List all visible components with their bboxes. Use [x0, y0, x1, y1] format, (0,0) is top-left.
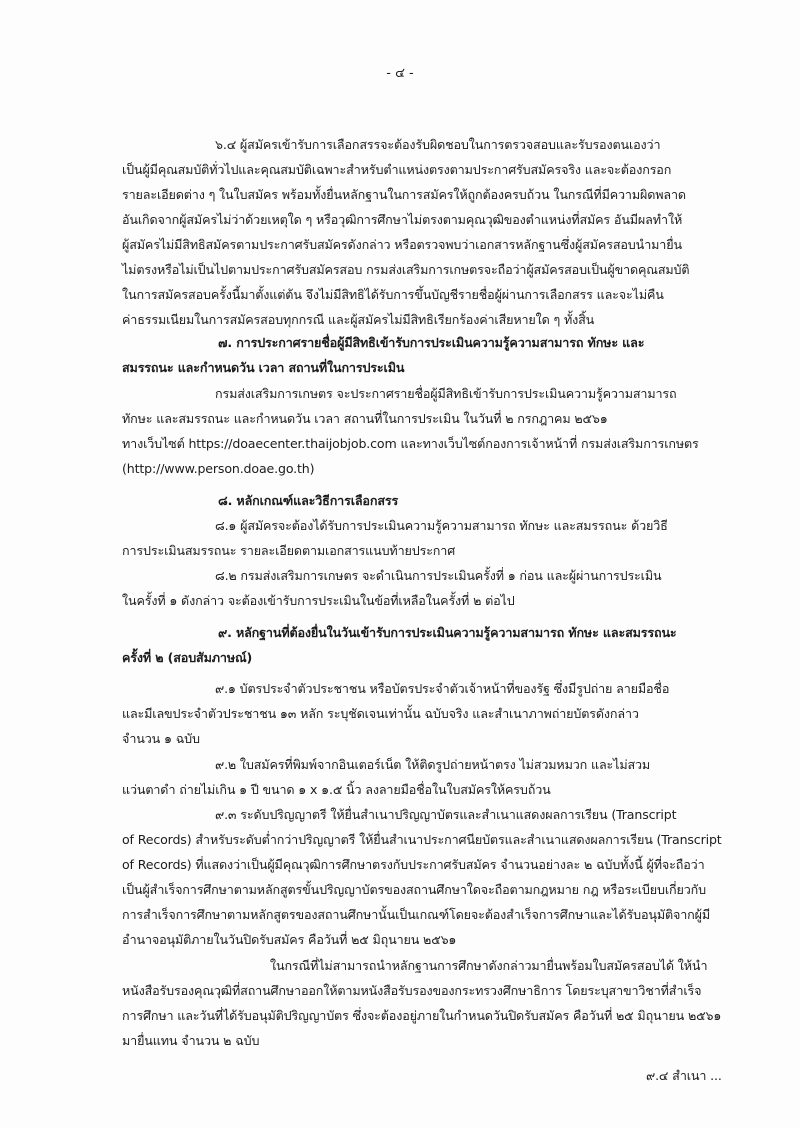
paragraph-line: ๘.๒ กรมส่งเสริมการเกษตร จะดำเนินการประเมินครั้งที่ ๑ ก่อน และผู้ผ่านการประเมิน [215, 568, 662, 583]
paragraph-line: ไม่ตรงหรือไม่เป็นไปตามประกาศรับสมัครสอบ กรมส่งเสริมการเกษตรจะถือว่าผู้สมัครสอบเป็นผู้ขาดคุณสมบัติ [122, 262, 690, 277]
paragraph-line: รายละเอียดต่าง ๆ ในใบสมัคร พร้อมทั้งยื่นหลักฐานในการสมัครให้ถูกต้องครบถ้วน ในกรณีที่มีความผิดพลาด [122, 187, 686, 202]
paragraph-line: จำนวน ๑ ฉบับ [122, 731, 200, 746]
paragraph-line: ในการสมัครสอบครั้งนี้มาตั้งแต่ต้น จึงไม่มีสิทธิได้รับการขึ้นบัญชีรายชื่อผู้ผ่านการเลือกสรร และจะไม่คืน [122, 287, 664, 302]
paragraph-line: ค่าธรรมเนียมในการสมัครสอบทุกกรณี และผู้สมัครไม่มีสิทธิเรียกร้องค่าเสียหายใด ๆ ทั้งสิ้น [122, 312, 595, 327]
paragraph-line: ๙.๒ ใบสมัครที่พิมพ์จากอินเตอร์เน็ต ให้ติดรูปถ่ายหน้าตรง ไม่สวมหมวก และไม่สวม [215, 757, 651, 772]
paragraph-line: ในครั้งที่ ๑ ดังกล่าว จะต้องเข้ารับการประเมินในข้อที่เหลือในครั้งที่ ๒ ต่อไป [122, 593, 515, 608]
paragraph-line: ในกรณีที่ไม่สามารถนำหลักฐานการศึกษาดังกล่าวมายื่นพร้อมใบสมัครสอบได้ ให้นำ [270, 958, 708, 973]
paragraph-line: ๘.๑ ผู้สมัครจะต้องได้รับการประเมินความรู้ความสามารถ ทักษะ และสมรรถนะ ด้วยวิธี [215, 518, 668, 533]
section-heading: ครั้งที่ ๒ (สอบสัมภาษณ์) [122, 650, 253, 665]
paragraph-line: การสำเร็จการศึกษาตามหลักสูตรของสถานศึกษานั้นเป็นเกณฑ์โดยจะต้องสำเร็จการศึกษาและได้รับอนุมัติจากผู้มี [122, 907, 711, 922]
paragraph-line: of Records) สำหรับระดับต่ำกว่าปริญญาตรี ให้ยื่นสำเนาประกาศนียบัตรและสำเนาแสดงผลการเรียน (Transcript [122, 832, 722, 847]
paragraph-line: ทักษะ และสมรรถนะ และกำหนดวัน เวลา สถานที่ในการประเมิน ในวันที่ ๒ กรกฎาคม ๒๕๖๑ [122, 411, 608, 426]
paragraph-line: แว่นตาดำ ถ่ายไม่เกิน ๑ ปี ขนาด ๑ x ๑.๕ นิ้ว ลงลายมือชื่อในใบสมัครให้ครบถ้วน [122, 782, 551, 797]
paragraph-line: หนังสือรับรองคุณวุฒิที่สถานศึกษาออกให้ตามหนังสือรับรองของกระทรวงศึกษาธิการ โดยระบุสาขาวิชาที่สำเร็จ [122, 983, 702, 998]
paragraph-line: การประเมินสมรรถนะ รายละเอียดตามเอกสารแนบท้ายประกาศ [122, 543, 456, 558]
section-heading: ๙. หลักฐานที่ต้องยื่นในวันเข้ารับการประเมินความรู้ความสามารถ ทักษะ และสมรรถนะ [218, 625, 677, 640]
paragraph-line: ๙.๑ บัตรประจำตัวประชาชน หรือบัตรประจำตัวเจ้าหน้าที่ของรัฐ ซึ่งมีรูปถ่าย ลายมือชื่อ [215, 681, 670, 696]
paragraph-line: และมีเลขประจำตัวประชาชน ๑๓ หลัก ระบุชัดเจนเท่านั้น ฉบับจริง และสำเนาภาพถ่ายบัตรดังกล่าว [122, 706, 639, 721]
paragraph-line: การศึกษา และวันที่ได้รับอนุมัติปริญญาบัตร ซึ่งจะต้องอยู่ภายในกำหนดวันปิดรับสมัคร คือวันที่ ๒๕ มิถุนายน ๒๕๖๑ [122, 1008, 722, 1023]
paragraph-line: เป็นผู้มีคุณสมบัติทั่วไปและคุณสมบัติเฉพาะสำหรับตำแหน่งตรงตามประกาศรับสมัครจริง และจะต้องกรอก [122, 162, 672, 177]
paragraph-line: เป็นผู้สำเร็จการศึกษาตามหลักสูตรขั้นปริญญาบัตรของสถานศึกษาใดจะถือตามกฎหมาย กฎ หรือระเบียบเกี่ยวกับ [122, 882, 706, 897]
paragraph-line: ผู้สมัครไม่มีสิทธิสมัครตามประกาศรับสมัครดังกล่าว หรือตรวจพบว่าเอกสารหลักฐานซึ่งผู้สมัครสอบนำมายื่น [122, 237, 682, 252]
paragraph-line: อำนาจอนุมัติภายในวันปิดรับสมัคร คือวันที่ ๒๕ มิถุนายน ๒๕๖๑ [122, 932, 457, 947]
continuation-marker: ๙.๔ สำเนา ... [646, 1068, 722, 1083]
paragraph-line: of Records) ที่แสดงว่าเป็นผู้มีคุณวุฒิการศึกษาตรงกับประกาศรับสมัคร จำนวนอย่างละ ๒ ฉบับทั้งนี้ ผู้ที่จะถือว่า [122, 857, 705, 872]
page-number: - ๔ - [386, 66, 414, 81]
section-heading: สมรรถนะ และกำหนดวัน เวลา สถานที่ในการประเมิน [122, 360, 405, 375]
paragraph-line: ๙.๓ ระดับปริญญาตรี ให้ยื่นสำเนาปริญญาบัตรและสำเนาแสดงผลการเรียน (Transcript [215, 807, 677, 822]
paragraph-line: อันเกิดจากผู้สมัครไม่ว่าด้วยเหตุใด ๆ หรือวุฒิการศึกษาไม่ตรงตามคุณวุฒิของตำแหน่งที่สมัคร อันมีผลทำให้ [122, 212, 683, 227]
section-heading: ๗. การประกาศรายชื่อผู้มีสิทธิเข้ารับการประเมินความรู้ความสามารถ ทักษะ และ [218, 335, 645, 350]
paragraph-line: กรมส่งเสริมการเกษตร จะประกาศรายชื่อผู้มีสิทธิเข้ารับการประเมินความรู้ความสามารถ [215, 386, 677, 401]
paragraph-line: (http://www.person.doae.go.th) [122, 461, 315, 476]
paragraph-line: ๖.๔ ผู้สมัครเข้ารับการเลือกสรรจะต้องรับผิดชอบในการตรวจสอบและรับรองตนเองว่า [215, 137, 661, 152]
section-heading: ๘. หลักเกณฑ์และวิธีการเลือกสรร [218, 493, 399, 508]
paragraph-line: ทางเว็บไซต์ https://doaecenter.thaijobjob.com และทางเว็บไซต์กองการเจ้าหน้าที่ กรมส่งเสริมการเกษตร [122, 436, 699, 451]
paragraph-line: มายื่นแทน จำนวน ๒ ฉบับ [122, 1033, 260, 1048]
